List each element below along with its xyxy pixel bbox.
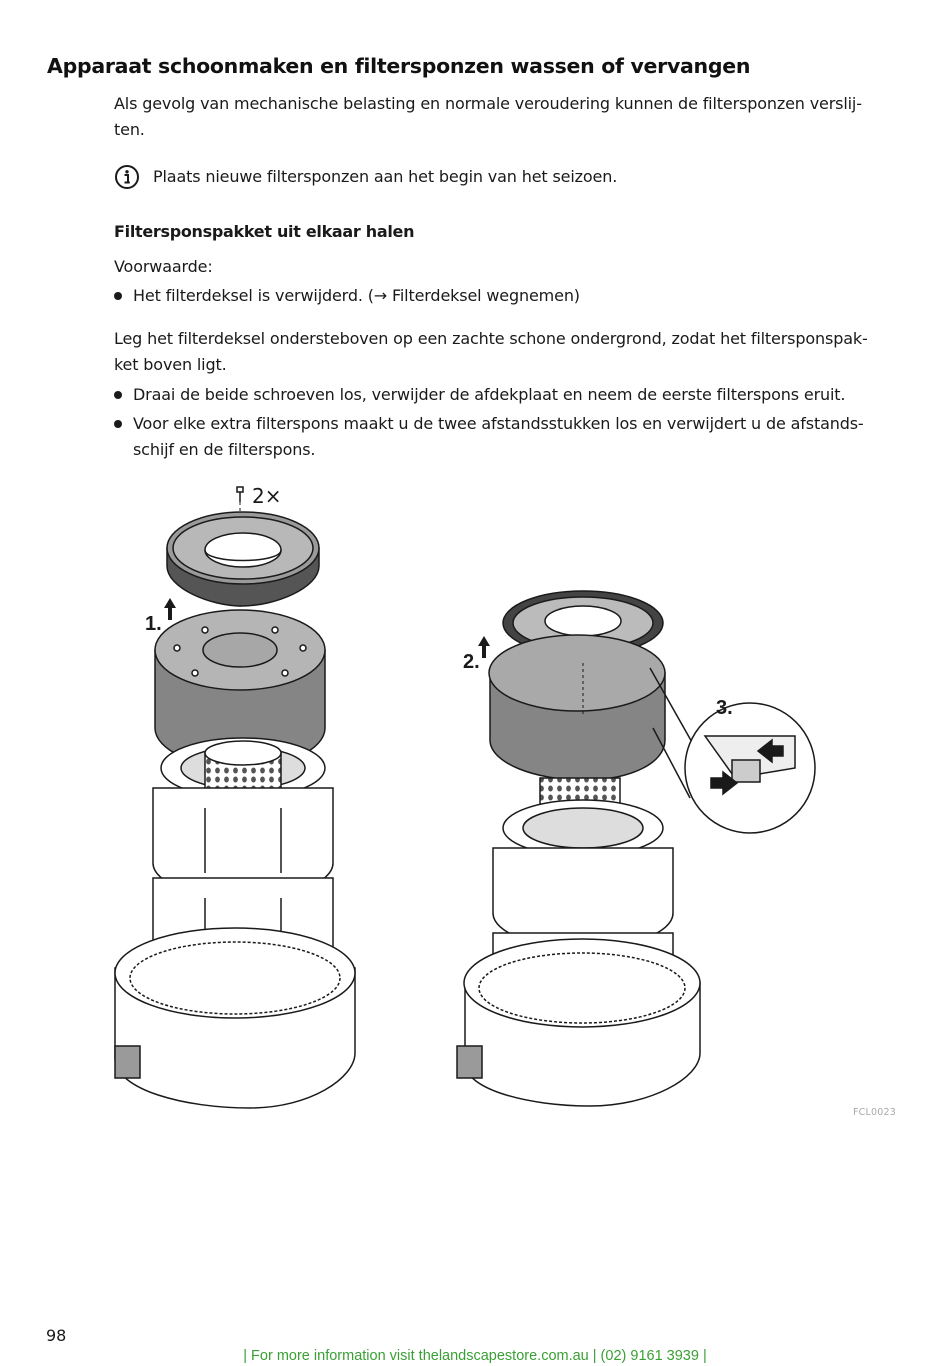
figure-code: FCL0023 bbox=[853, 1107, 896, 1118]
filter-sponge bbox=[489, 635, 665, 780]
list-item bbox=[114, 411, 884, 463]
lift-arrow-icon bbox=[164, 598, 176, 620]
step-text: Draai de beide schroeven los, verwijder de afdekplaat en neem de eerste filterspons eruit. bbox=[133, 385, 846, 404]
screw-count-label: 2× bbox=[252, 484, 282, 508]
precondition-text: Het filterdeksel is verwijderd. (→ Filterdeksel wegnemen) bbox=[133, 286, 580, 305]
filter-stack-left bbox=[115, 487, 355, 1108]
step-1-label: 1. bbox=[145, 613, 162, 635]
filter-stack-right bbox=[457, 591, 815, 1106]
step-2-label: 2. bbox=[463, 651, 480, 673]
bullet-icon bbox=[114, 292, 122, 300]
detail-callout bbox=[650, 668, 815, 833]
bullet-icon bbox=[114, 420, 122, 428]
section-heading: Filtersponspakket uit elkaar halen bbox=[114, 222, 415, 241]
note-text: Plaats nieuwe filtersponzen aan het begin van het seizoen. bbox=[153, 167, 618, 186]
base-housing bbox=[115, 928, 355, 1108]
precondition-label: Voorwaarde: bbox=[114, 257, 213, 276]
footer-link[interactable]: | For more information visit thelandscapestore.com.au | (02) 9161 3939 | bbox=[243, 1348, 707, 1364]
cover-plate bbox=[167, 512, 319, 606]
step-text: Voor elke extra filterspons maakt u de twee afstandsstukken los en verwijdert u de afstands- schijf en de filterspons. bbox=[133, 414, 864, 459]
instruction-paragraph: Leg het filterdeksel ondersteboven op een zachte schone ondergrond, zodat het filtersponspak- ket boven ligt. bbox=[114, 329, 868, 374]
info-icon bbox=[114, 164, 140, 190]
base-housing bbox=[457, 939, 700, 1106]
bullet-icon bbox=[114, 391, 122, 399]
intro-paragraph: Als gevolg van mechanische belasting en normale veroudering kunnen de filtersponzen verslij- ten. bbox=[114, 94, 862, 139]
page-title: Apparaat schoonmaken en filtersponzen wassen of vervangen bbox=[47, 54, 751, 78]
list-item bbox=[114, 382, 894, 408]
lift-arrow-icon bbox=[478, 636, 490, 658]
disassembly-illustration bbox=[105, 478, 825, 1114]
page-number: 98 bbox=[46, 1326, 67, 1345]
list-item bbox=[114, 283, 894, 309]
info-note bbox=[114, 164, 617, 190]
step-3-label: 3. bbox=[716, 697, 733, 719]
spacer-disc bbox=[503, 778, 663, 856]
